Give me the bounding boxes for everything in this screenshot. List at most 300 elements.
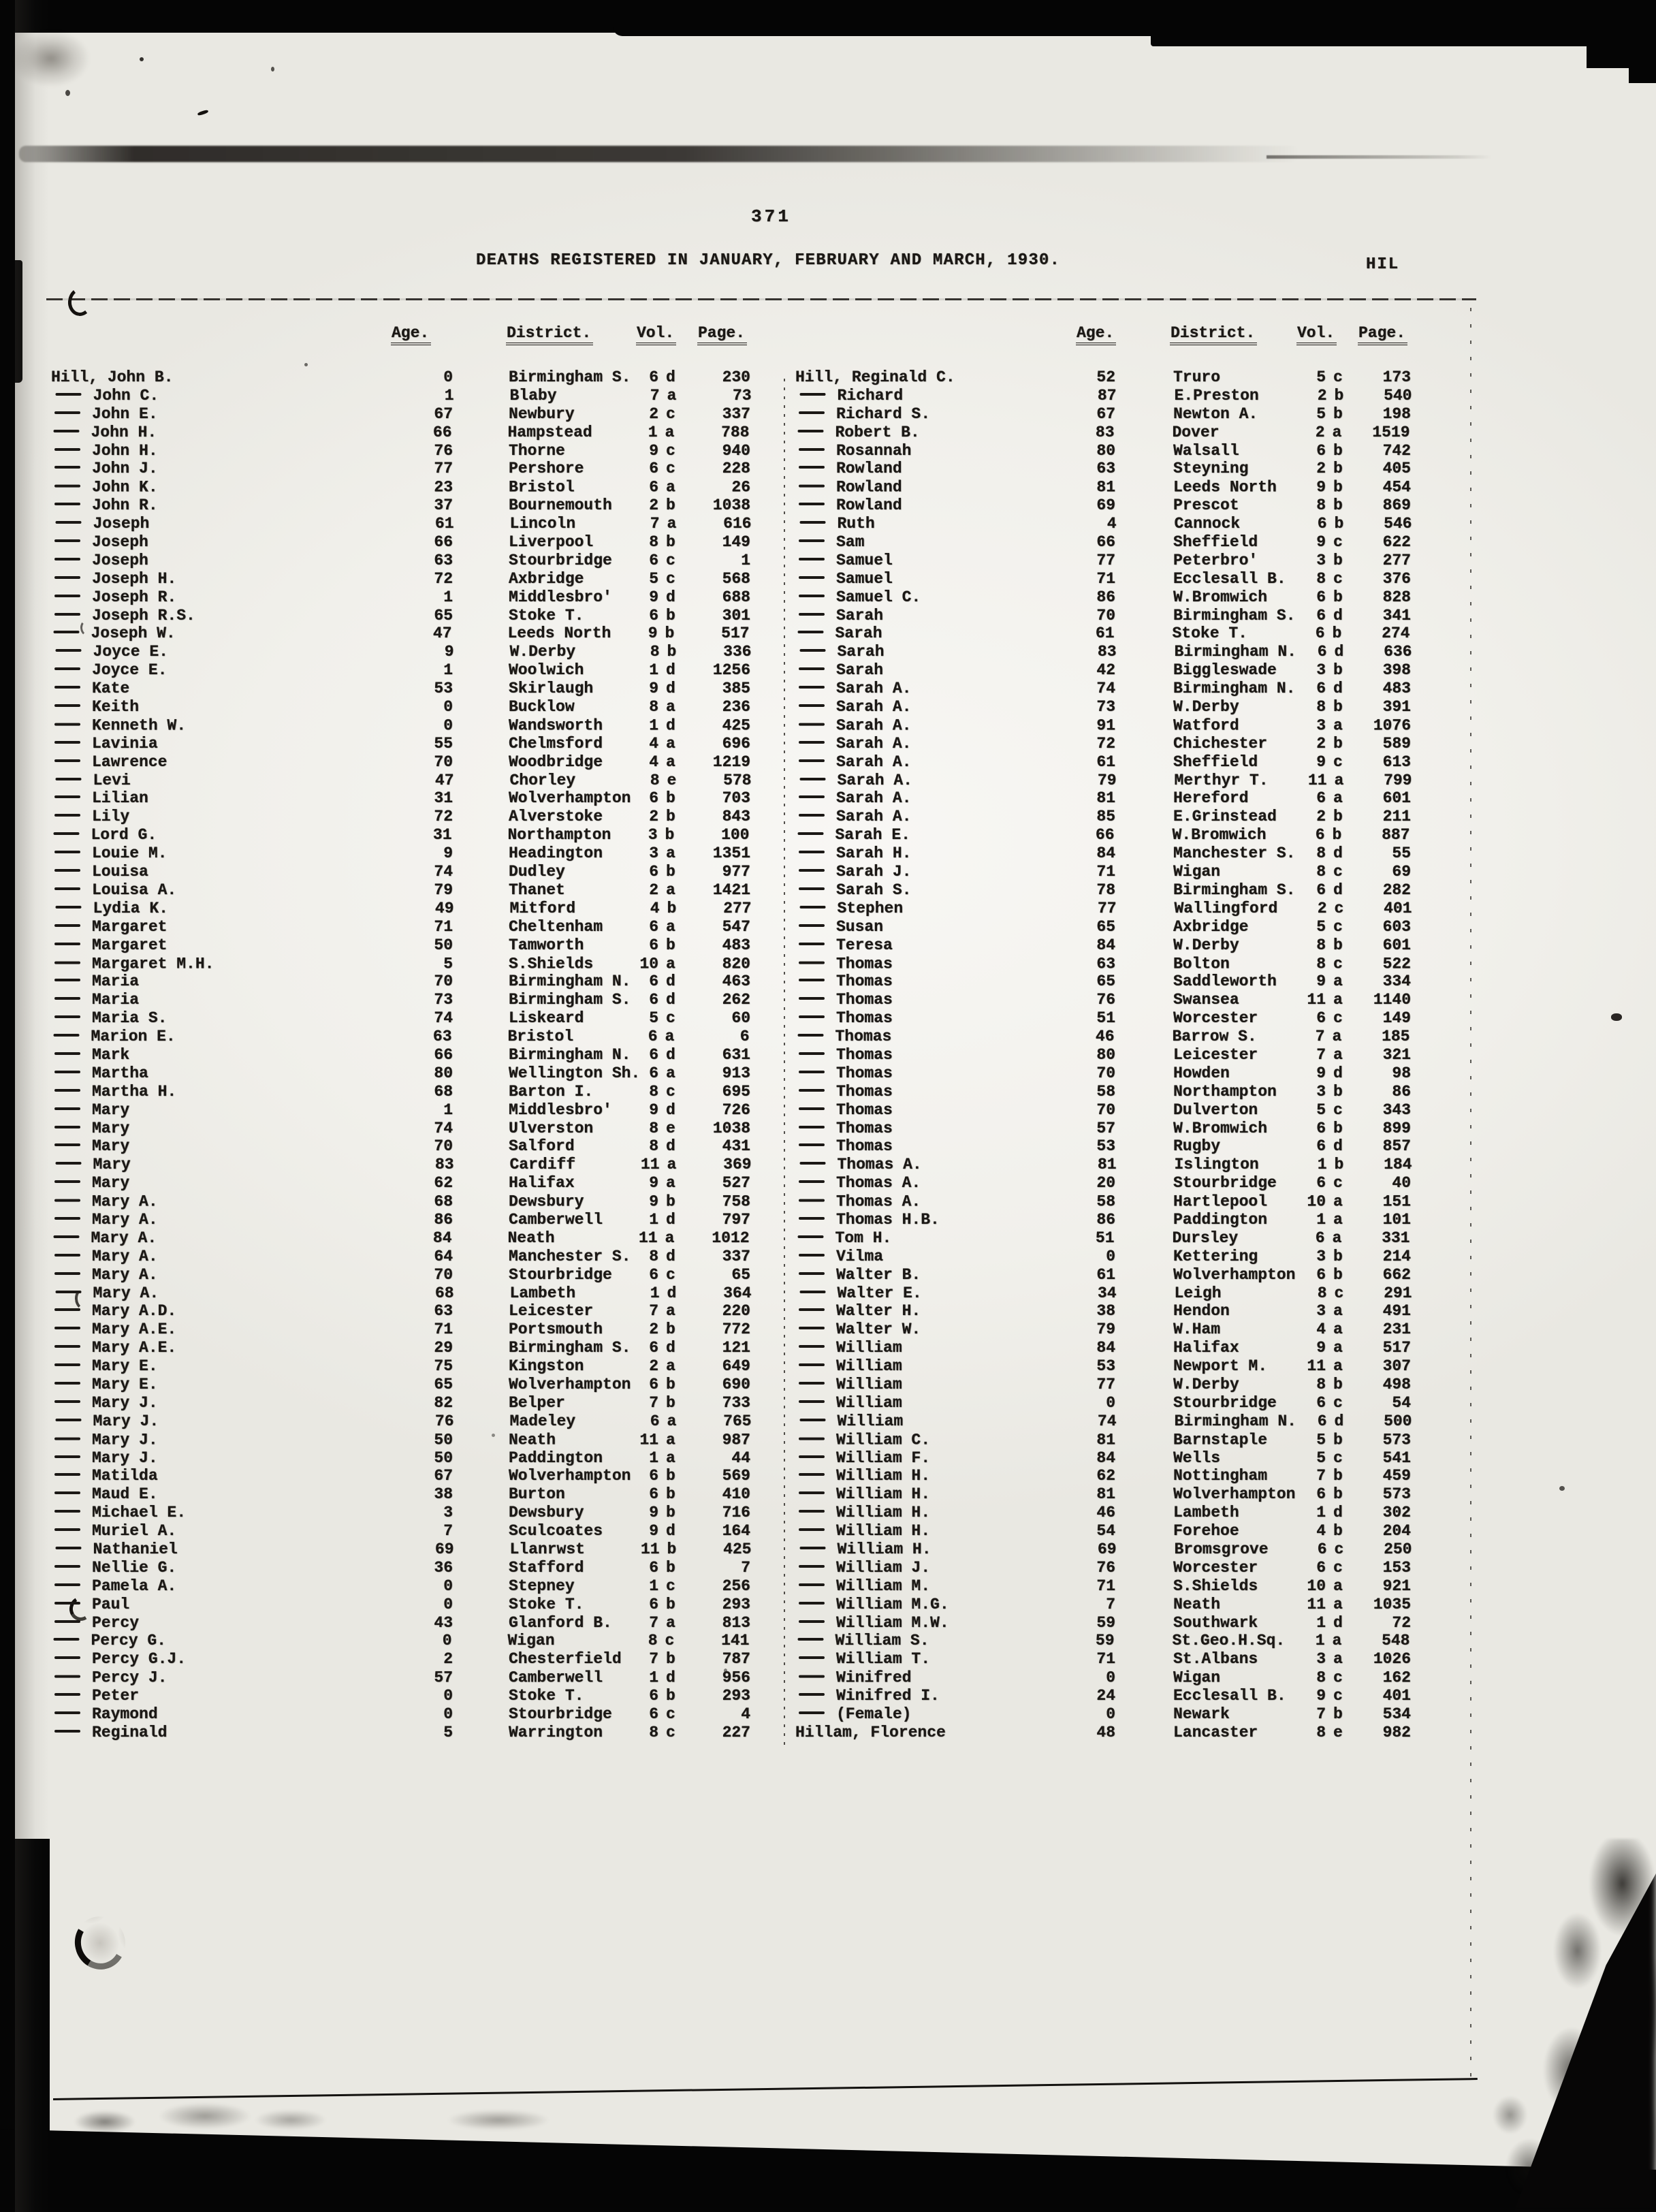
entry-district: Birmingham N.	[1174, 1412, 1296, 1430]
entry-district: Saddleworth	[1173, 973, 1277, 991]
entry-age: 70	[434, 753, 453, 771]
index-row	[51, 1321, 750, 1339]
entry-volume-letter: b	[1333, 1705, 1343, 1724]
entry-page-number: 250	[1384, 1540, 1412, 1558]
entry-volume-number: 9	[1316, 1339, 1326, 1357]
entry-volume-number: 11	[639, 1431, 658, 1449]
entry-age: 73	[1096, 698, 1115, 716]
entry-name: William C.	[795, 1431, 1057, 1449]
repeat-surname-dash	[54, 1400, 80, 1403]
entry-page-number: 913	[722, 1064, 750, 1082]
entry-district: Watford	[1173, 716, 1239, 735]
entry-page-number: 1035	[1373, 1595, 1411, 1613]
repeat-surname-dash	[799, 723, 825, 726]
entry-age: 84	[1096, 1449, 1115, 1467]
entry-age: 74	[1097, 1412, 1117, 1430]
entry-name: Kate	[51, 680, 395, 698]
entry-name: Thomas	[795, 1046, 1057, 1064]
index-row	[795, 1669, 1411, 1688]
entry-name: Peter	[51, 1687, 395, 1705]
repeat-surname-dash	[54, 1071, 80, 1073]
repeat-surname-dash	[56, 393, 82, 396]
entry-page-number: 369	[723, 1156, 752, 1174]
entry-page-number: 483	[722, 936, 750, 954]
repeat-surname-dash	[56, 906, 82, 908]
entry-volume-number: 6	[1316, 1485, 1326, 1504]
entry-name: Pamela A.	[51, 1577, 395, 1596]
entry-volume-letter: d	[1333, 680, 1343, 698]
index-row	[51, 1101, 750, 1120]
entry-page-number: 787	[722, 1650, 750, 1669]
entry-volume-letter: e	[667, 771, 677, 789]
entry-age: 61	[1096, 753, 1115, 771]
hole-punch-mark	[69, 1911, 131, 1975]
repeat-surname-dash	[56, 521, 82, 524]
entry-page-number: 547	[722, 917, 750, 936]
entry-volume-number: 8	[1316, 863, 1326, 881]
entry-volume-number: 9	[648, 625, 658, 643]
entry-volume-letter: b	[1333, 936, 1343, 954]
entry-name: William S.	[795, 1632, 1057, 1650]
entry-volume-letter: d	[1333, 1504, 1343, 1522]
entry-age: 59	[1096, 1613, 1115, 1632]
entry-page-number: 401	[1382, 1687, 1411, 1705]
entry-page-number: 228	[722, 460, 750, 478]
entry-age: 49	[434, 899, 454, 917]
entry-age: 9	[444, 643, 454, 661]
entry-name: Samuel	[795, 552, 1057, 570]
scan-smudge	[12, 30, 142, 112]
entry-name: Winifred I.	[795, 1687, 1057, 1705]
index-row	[51, 1650, 750, 1669]
entry-name: Louisa	[51, 863, 395, 881]
repeat-surname-dash	[54, 1345, 80, 1348]
entry-district: Wallingford	[1174, 899, 1278, 917]
repeat-surname-dash	[54, 1089, 80, 1092]
entry-district: Forehoe	[1173, 1522, 1239, 1540]
entry-district: Wolverhampton	[509, 1467, 631, 1485]
entry-age: 81	[1096, 1431, 1115, 1449]
repeat-surname-dash	[799, 1015, 825, 1018]
entry-age: 71	[1096, 1577, 1115, 1595]
entry-volume-letter: d	[666, 368, 675, 386]
entry-district: E.Grinstead	[1173, 808, 1277, 826]
entry-name: Mary A.E.	[51, 1321, 395, 1339]
index-row	[795, 680, 1411, 698]
index-row	[51, 1083, 750, 1101]
entry-age: 50	[434, 1449, 453, 1467]
entry-volume-letter: c	[665, 1632, 675, 1650]
index-row	[51, 1431, 750, 1449]
repeat-surname-dash	[799, 1143, 825, 1146]
entry-district: Birmingham N.	[1173, 680, 1296, 698]
entry-name: Stephen	[797, 900, 1059, 918]
entry-volume-letter: a	[1334, 771, 1344, 789]
entry-page-number: 6	[739, 1028, 750, 1046]
hole-punch-mark	[66, 286, 94, 318]
entry-age: 54	[1096, 1522, 1115, 1540]
entry-volume-letter: d	[1333, 1613, 1343, 1632]
entry-name: John C.	[52, 387, 396, 405]
index-row	[795, 368, 1411, 387]
entry-volume-letter: a	[666, 698, 675, 716]
entry-page-number: 546	[1384, 515, 1412, 533]
entry-page-number: 548	[1382, 1632, 1410, 1650]
entry-name: Thomas	[795, 1064, 1057, 1083]
entry-name: Percy J.	[51, 1669, 395, 1688]
entry-district: Wolverhampton	[1173, 1265, 1296, 1284]
entry-name: John K.	[51, 479, 395, 497]
entry-page-number: 301	[722, 606, 750, 625]
entry-volume-letter: b	[666, 936, 675, 954]
entry-volume-number: 6	[649, 1687, 658, 1705]
repeat-surname-dash	[799, 851, 825, 853]
entry-age: 63	[434, 551, 453, 569]
entry-age: 85	[1096, 808, 1115, 826]
entry-page-number: 293	[722, 1595, 750, 1613]
entry-age: 31	[432, 826, 452, 844]
entry-page-number: 799	[1384, 771, 1412, 789]
entry-page-number: 334	[1382, 973, 1411, 991]
repeat-surname-dash	[54, 1254, 80, 1257]
entry-page-number: 65	[731, 1265, 750, 1284]
entry-volume-letter: a	[666, 734, 675, 753]
repeat-surname-dash	[54, 1565, 80, 1568]
entry-district: Bucklow	[509, 698, 575, 716]
repeat-surname-dash	[799, 466, 825, 469]
entry-volume-number: 11	[1307, 991, 1326, 1009]
entry-volume-letter: b	[666, 1467, 675, 1485]
entry-volume-number: 1	[649, 1577, 658, 1595]
entry-page-number: 1038	[712, 496, 750, 515]
entry-age: 55	[434, 734, 453, 753]
index-row	[795, 1302, 1411, 1321]
entry-page-number: 173	[1382, 368, 1411, 386]
entry-volume-number: 6	[1316, 1393, 1326, 1412]
entry-district: W.Derby	[1173, 936, 1239, 954]
entry-name: Sarah A.	[795, 753, 1057, 772]
entry-volume-letter: a	[667, 386, 677, 405]
entry-name: Mary J.	[52, 1412, 396, 1431]
entry-age: 69	[1097, 1540, 1117, 1558]
entry-volume-number: 2	[649, 1357, 658, 1376]
entry-name: William J.	[795, 1559, 1057, 1577]
entry-district: Halifax	[1173, 1339, 1239, 1357]
repeat-surname-dash	[799, 704, 825, 707]
repeat-surname-dash	[799, 1199, 825, 1202]
repeat-surname-dash	[54, 979, 80, 981]
entry-volume-letter: b	[666, 789, 675, 808]
entry-page-number: 231	[1382, 1321, 1411, 1339]
repeat-surname-dash	[799, 1455, 825, 1458]
index-row	[795, 1449, 1411, 1468]
entry-district: Woodbridge	[509, 753, 603, 771]
entry-page-number: 86	[1392, 1082, 1411, 1101]
entry-volume-letter: a	[1333, 1210, 1343, 1229]
entry-volume-letter: a	[666, 753, 675, 771]
entry-district: Dulverton	[1173, 1101, 1258, 1119]
repeat-surname-dash	[54, 1272, 80, 1275]
entry-district: Wolverhampton	[509, 789, 631, 808]
column-header-age: Age.	[1076, 324, 1116, 345]
repeat-surname-dash	[54, 1510, 80, 1513]
entry-page-number: 1219	[712, 753, 750, 771]
entry-age: 63	[1096, 955, 1115, 973]
entry-district: Chesterfield	[509, 1650, 622, 1669]
repeat-surname-dash	[54, 1693, 80, 1696]
entry-age: 0	[443, 368, 453, 386]
entry-district: Birmingham S.	[509, 368, 631, 386]
entry-page-number: 277	[1382, 551, 1411, 569]
entry-age: 72	[434, 569, 453, 588]
entry-name: Mary A.	[50, 1229, 394, 1248]
entry-volume-letter: b	[667, 643, 677, 661]
entry-page-number: 1012	[712, 1229, 750, 1247]
entry-district: Alverstoke	[509, 808, 603, 826]
entry-name: Samuel	[795, 570, 1057, 588]
entry-volume-number: 1	[1317, 1156, 1327, 1174]
entry-volume-number: 9	[1316, 1064, 1326, 1082]
entry-volume-number: 3	[649, 844, 658, 863]
entry-age: 81	[1097, 1156, 1117, 1174]
repeat-surname-dash	[799, 1491, 825, 1494]
entry-page-number: 7	[741, 1558, 750, 1577]
page-number: 371	[751, 206, 791, 227]
entry-name: Thomas H.B.	[795, 1211, 1057, 1229]
entry-volume-letter: a	[1332, 1632, 1342, 1650]
index-row	[51, 1120, 750, 1138]
index-row	[795, 1577, 1411, 1596]
entry-name: William	[795, 1357, 1057, 1376]
entry-volume-number: 6	[648, 1028, 658, 1046]
entry-volume-letter: c	[1333, 1393, 1343, 1412]
entry-page-number: 463	[722, 973, 750, 991]
entry-age: 0	[1106, 1669, 1115, 1687]
entry-volume-number: 4	[649, 734, 658, 753]
entry-age: 79	[1096, 1321, 1115, 1339]
entry-page-number: 568	[722, 569, 750, 588]
entry-volume-letter: c	[666, 1265, 675, 1284]
entry-name: Rowland	[795, 460, 1057, 478]
entry-page-number: 631	[722, 1045, 750, 1064]
entry-age: 77	[1096, 551, 1115, 569]
index-row	[795, 717, 1411, 736]
entry-volume-number: 8	[649, 533, 658, 552]
entry-district: Islington	[1174, 1156, 1259, 1174]
entry-name: Mary A.	[51, 1193, 395, 1212]
entry-district: Kettering	[1173, 1247, 1258, 1265]
entry-age: 80	[1096, 441, 1115, 460]
entry-volume-number: 6	[1317, 643, 1327, 661]
entry-page-number: 100	[721, 826, 750, 844]
entry-volume-letter: a	[666, 1449, 675, 1467]
entry-age: 76	[1096, 1558, 1115, 1577]
entry-volume-letter: a	[1333, 1339, 1343, 1357]
entry-district: W.Bromwich	[1173, 1119, 1268, 1137]
index-row	[51, 533, 750, 552]
repeat-surname-dash	[54, 1327, 80, 1329]
index-row	[52, 1284, 752, 1303]
index-row	[795, 1120, 1411, 1138]
entry-district: Skirlaugh	[509, 680, 594, 698]
entry-district: Swansea	[1173, 991, 1239, 1009]
entry-district: Stoke T.	[509, 1687, 584, 1705]
entry-age: 86	[1096, 1210, 1115, 1229]
entry-district: W.Derby	[1173, 1375, 1239, 1393]
index-row	[52, 515, 752, 533]
repeat-surname-dash	[799, 961, 825, 964]
repeat-surname-dash	[54, 503, 80, 505]
index-row	[795, 588, 1411, 607]
entry-name: Joseph	[51, 552, 395, 570]
entry-volume-letter: d	[1333, 881, 1343, 899]
repeat-surname-dash	[799, 1528, 825, 1531]
entry-age: 74	[434, 1119, 453, 1137]
entry-age: 83	[434, 1156, 454, 1174]
entry-page-number: 60	[731, 1009, 750, 1028]
entry-page-number: 921	[1382, 1577, 1411, 1595]
entry-page-number: 1076	[1373, 716, 1411, 735]
entry-volume-letter: c	[666, 441, 675, 460]
entry-district: Paddington	[1173, 1210, 1268, 1229]
entry-volume-letter: d	[666, 1210, 675, 1229]
entry-volume-number: 6	[649, 1485, 658, 1504]
entry-district: Ulverston	[509, 1119, 594, 1137]
repeat-surname-dash	[799, 997, 825, 1000]
entry-age: 66	[1096, 533, 1115, 552]
entry-volume-number: 6	[649, 991, 658, 1009]
entry-volume-number: 3	[1316, 661, 1326, 680]
index-row	[52, 1156, 752, 1174]
entry-district: Dursley	[1172, 1229, 1239, 1247]
entry-age: 84	[432, 1229, 452, 1247]
repeat-surname-dash	[54, 1199, 80, 1202]
entry-volume-number: 6	[1316, 1119, 1326, 1137]
entry-page-number: 44	[731, 1449, 750, 1467]
index-row	[50, 1632, 750, 1650]
entry-volume-letter: d	[1333, 1137, 1343, 1156]
entry-age: 64	[434, 1247, 453, 1265]
entry-age: 84	[1096, 936, 1115, 954]
entry-name: Lord G.	[50, 826, 394, 844]
index-row	[51, 808, 750, 826]
repeat-surname-dash	[799, 686, 825, 689]
entry-page-number: 198	[1382, 405, 1411, 423]
entry-page-number: 716	[722, 1504, 750, 1522]
entry-name: William	[795, 1376, 1057, 1394]
entry-volume-number: 8	[649, 1082, 658, 1101]
repeat-surname-dash	[799, 1711, 825, 1714]
entry-age: 77	[1096, 1375, 1115, 1393]
entry-page-number: 184	[1384, 1156, 1412, 1174]
index-row	[51, 368, 750, 387]
entry-age: 70	[1096, 1101, 1115, 1119]
entry-page-number: 578	[723, 771, 752, 789]
entry-age: 70	[434, 1265, 453, 1284]
entry-district: Birmingham S.	[1173, 881, 1296, 899]
entry-volume-number: 7	[1315, 1028, 1325, 1046]
entry-age: 81	[1096, 1485, 1115, 1504]
entry-name: Joyce E.	[52, 643, 396, 661]
entry-name: Lydia K.	[52, 900, 396, 918]
entry-name: Sarah A.	[795, 789, 1057, 808]
entry-volume-number: 7	[1316, 1045, 1326, 1064]
repeat-surname-dash	[54, 759, 80, 762]
entry-name: Percy G.J.	[51, 1650, 395, 1669]
entry-age: 1	[444, 386, 454, 405]
index-row	[797, 515, 1412, 533]
repeat-surname-dash	[56, 1547, 82, 1549]
entry-volume-number: 2	[649, 496, 658, 515]
index-row	[50, 625, 750, 643]
entry-page-number: 573	[1382, 1485, 1411, 1504]
entry-volume-letter: a	[1332, 1028, 1342, 1046]
entry-page-number: 1256	[712, 661, 750, 680]
entry-volume-letter: d	[1333, 606, 1343, 625]
entry-volume-letter: c	[666, 551, 675, 569]
index-row	[51, 1449, 750, 1468]
entry-age: 0	[1106, 1705, 1115, 1724]
repeat-surname-dash	[54, 961, 80, 964]
entry-name: Susan	[795, 918, 1057, 936]
index-row	[51, 991, 750, 1009]
entry-volume-number: 4	[649, 753, 658, 771]
repeat-surname-dash	[54, 1126, 80, 1128]
entry-district: Middlesbro'	[509, 1101, 612, 1119]
entry-volume-letter: b	[1333, 1247, 1343, 1265]
index-row	[795, 863, 1411, 881]
entry-volume-letter: b	[1332, 826, 1342, 844]
page-title: DEATHS REGISTERED IN JANUARY, FEBRUARY AND MARCH, 1930.	[476, 251, 1061, 270]
entry-age: 53	[1096, 1357, 1115, 1376]
entry-volume-letter: b	[1333, 478, 1343, 496]
entry-district: Leicester	[509, 1302, 594, 1321]
entry-name: Sarah S.	[795, 881, 1057, 900]
repeat-surname-dash	[799, 1510, 825, 1513]
index-row	[51, 1467, 750, 1485]
entry-volume-letter: c	[1333, 753, 1343, 771]
entry-district: Dewsbury	[509, 1192, 584, 1211]
entry-age: 1	[443, 588, 453, 606]
entry-name: Thomas	[795, 1120, 1057, 1138]
repeat-surname-dash	[800, 1162, 826, 1165]
entry-volume-number: 11	[640, 1540, 660, 1558]
index-row	[51, 479, 750, 497]
index-row	[795, 1559, 1411, 1577]
entry-district: Stoke T.	[509, 606, 584, 625]
entry-volume-letter: d	[1334, 643, 1344, 661]
index-row	[795, 460, 1411, 478]
entry-district: Birmingham N.	[1174, 643, 1296, 661]
entry-name: Sarah A.	[795, 680, 1057, 698]
repeat-surname-dash	[54, 576, 80, 579]
entry-district: Hendon	[1173, 1302, 1230, 1321]
repeat-surname-dash	[799, 1382, 825, 1385]
entry-page-number: 491	[1382, 1302, 1411, 1321]
repeat-surname-dash	[799, 1656, 825, 1659]
repeat-surname-dash	[54, 1528, 80, 1531]
repeat-surname-dash	[798, 1235, 824, 1238]
entry-page-number: 73	[732, 386, 752, 405]
entry-page-number: 149	[722, 533, 750, 552]
repeat-surname-dash	[54, 1730, 80, 1733]
entry-page-number: 956	[722, 1669, 750, 1687]
index-row	[51, 1394, 750, 1412]
entry-age: 77	[434, 460, 453, 478]
entry-volume-letter: b	[1334, 515, 1344, 533]
bottom-rule	[53, 2078, 1478, 2100]
entry-volume-number: 6	[1317, 1412, 1327, 1430]
